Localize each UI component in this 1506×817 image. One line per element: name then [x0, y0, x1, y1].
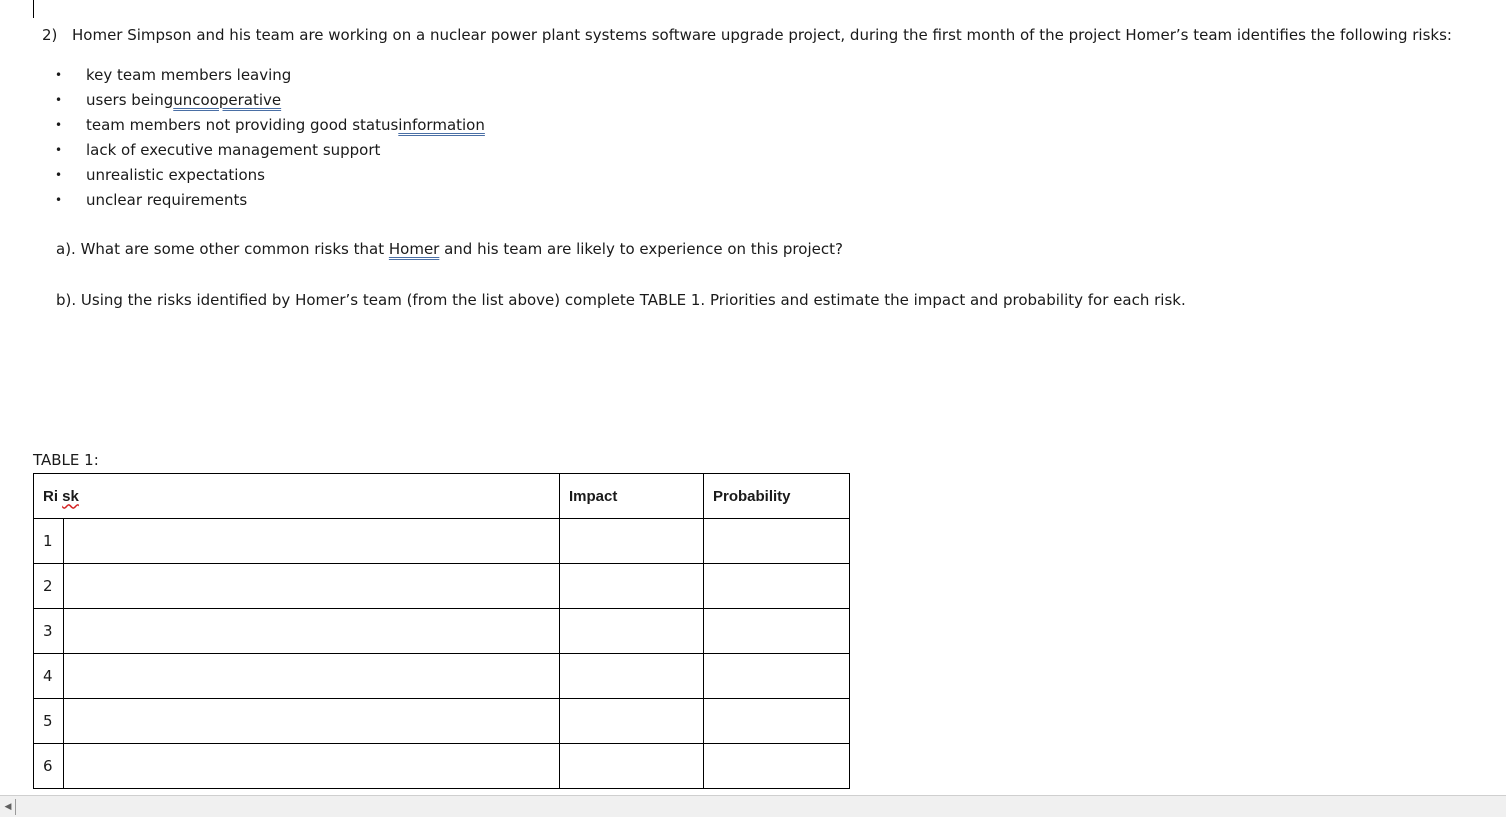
table-row [34, 519, 850, 564]
question-number: 2) [42, 26, 58, 44]
bullet-icon: • [55, 142, 63, 157]
impact-cell[interactable] [560, 519, 704, 564]
risk-cell[interactable] [64, 564, 560, 609]
table-row [34, 744, 850, 789]
header-risk[interactable]: Ri sk [34, 474, 560, 519]
risk-cell[interactable] [64, 609, 560, 654]
row-number[interactable]: 6 [34, 744, 64, 789]
table-header-row [34, 474, 850, 519]
risk-table [33, 473, 850, 789]
risk-cell[interactable] [64, 744, 560, 789]
list-item: • key team members leaving [55, 65, 292, 84]
risk-cell[interactable] [64, 519, 560, 564]
table-row [34, 699, 850, 744]
scroll-thumb[interactable] [15, 799, 16, 815]
bullet-icon: • [55, 92, 63, 107]
list-item: • unrealistic expectations [55, 165, 265, 184]
grammar-flag[interactable]: Homer [388, 240, 440, 258]
grammar-flag[interactable]: information [398, 115, 485, 134]
row-number[interactable]: 3 [34, 609, 64, 654]
bullet-icon: • [55, 192, 63, 207]
scroll-left-icon[interactable]: ◀ [4, 802, 12, 812]
table-row [34, 654, 850, 699]
table-row [34, 564, 850, 609]
header-impact[interactable]: Impact [560, 474, 704, 519]
probability-cell[interactable] [704, 699, 850, 744]
row-number[interactable]: 1 [34, 519, 64, 564]
question-text: Homer Simpson and his team are working on a nuclear power plant systems software upgrade project, during the first month of the project Homer’s team identifies the following risks: [72, 26, 1452, 44]
probability-cell[interactable] [704, 564, 850, 609]
text-cursor [33, 0, 34, 18]
risk-cell[interactable] [64, 699, 560, 744]
part-b-question: b). Using the risks identified by Homer’s team (from the list above) complete TABLE 1. Priorities and estimate the impact and probability for each risk. [56, 291, 1186, 309]
risk-cell[interactable] [64, 654, 560, 699]
row-number[interactable]: 2 [34, 564, 64, 609]
probability-cell[interactable] [704, 519, 850, 564]
impact-cell[interactable] [560, 699, 704, 744]
table-row [34, 609, 850, 654]
bullet-icon: • [55, 117, 63, 132]
list-item: • unclear requirements [55, 190, 248, 209]
probability-cell[interactable] [704, 744, 850, 789]
probability-cell[interactable] [704, 654, 850, 699]
risk-bullet-list [55, 62, 485, 212]
probability-cell[interactable] [704, 609, 850, 654]
impact-cell[interactable] [560, 744, 704, 789]
impact-cell[interactable] [560, 609, 704, 654]
list-item: • lack of executive management support [55, 140, 381, 159]
bullet-icon: • [55, 167, 63, 182]
row-number[interactable]: 5 [34, 699, 64, 744]
header-probability[interactable]: Probability [704, 474, 850, 519]
list-item: • team members not providing good status information [55, 115, 485, 134]
list-item: • users being uncooperative [55, 90, 282, 109]
bullet-icon: • [55, 67, 63, 82]
table-label: TABLE 1: [33, 451, 99, 469]
horizontal-scrollbar[interactable] [0, 795, 1506, 817]
row-number[interactable]: 4 [34, 654, 64, 699]
spelling-flag[interactable]: sk [62, 487, 79, 505]
impact-cell[interactable] [560, 654, 704, 699]
question-paragraph [42, 26, 1452, 44]
impact-cell[interactable] [560, 564, 704, 609]
part-a-question: a). What are some other common risks that Homer and his team are likely to experience on this project? [56, 240, 843, 258]
grammar-flag[interactable]: uncooperative [173, 90, 282, 109]
